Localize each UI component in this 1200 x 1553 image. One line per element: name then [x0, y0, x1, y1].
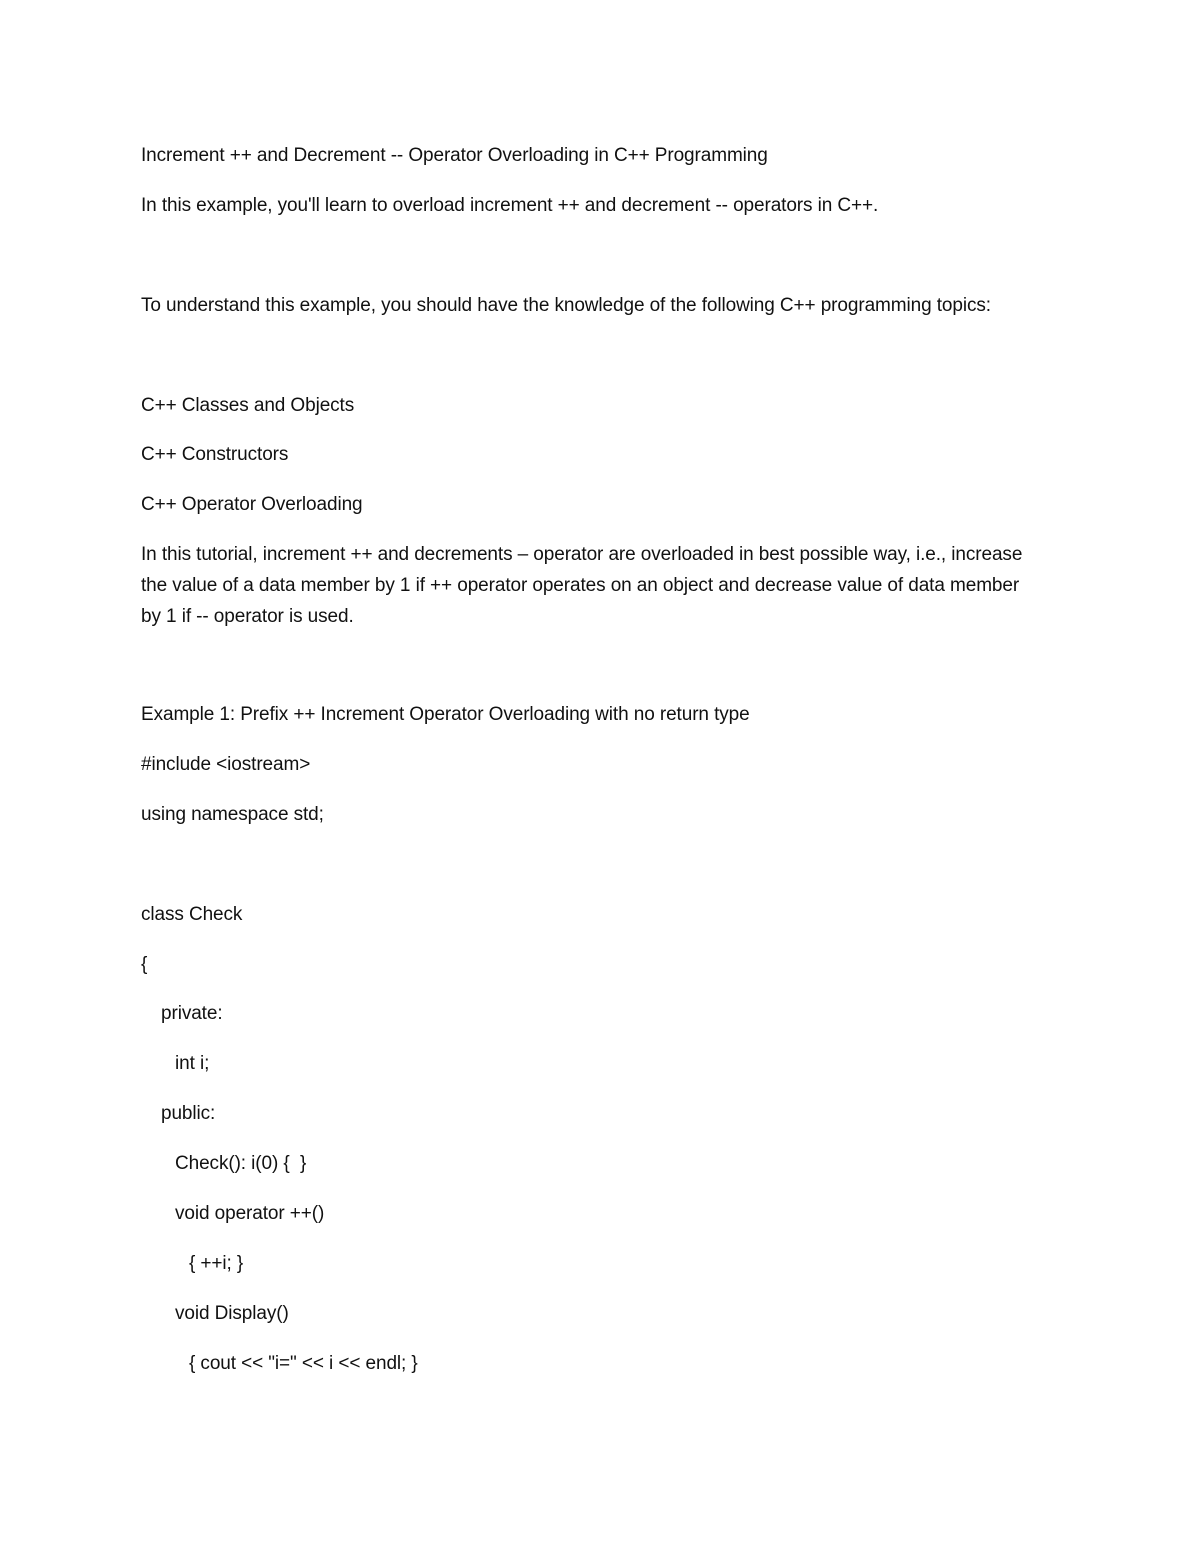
code-line: { cout << "i=" << i << endl; } [189, 1353, 418, 1374]
code-line: #include <iostream> [141, 754, 311, 775]
example-heading: Example 1: Prefix ++ Increment Operator Overloading with no return type [141, 704, 750, 725]
document-title: Increment ++ and Decrement -- Operator Overloading in C++ Programming [141, 145, 768, 166]
code-line: class Check [141, 904, 243, 925]
code-line: private: [161, 1003, 223, 1024]
prerequisite-intro: To understand this example, you should have the knowledge of the following C++ programming topics: [141, 295, 991, 316]
code-line: Check(): i(0) { } [175, 1153, 307, 1174]
topic-item: C++ Classes and Objects [141, 395, 355, 416]
code-line: public: [161, 1103, 216, 1124]
code-line: using namespace std; [141, 804, 324, 825]
intro-text: In this example, you'll learn to overload increment ++ and decrement -- operators in C++. [141, 195, 879, 216]
topic-item: C++ Operator Overloading [141, 494, 363, 515]
code-line: { ++i; } [189, 1253, 244, 1274]
topic-item: C++ Constructors [141, 444, 289, 465]
code-line: int i; [175, 1053, 210, 1074]
code-line: void Display() [175, 1303, 289, 1324]
code-line: void operator ++() [175, 1203, 325, 1224]
code-line: { [141, 954, 148, 975]
tutorial-paragraph: In this tutorial, increment ++ and decrements – operator are overloaded in best possible way, i.e., increase the value of a data member by 1 if ++ operator operates on an object and decrease value of data member by 1 if -- operator is used. [141, 544, 1023, 627]
